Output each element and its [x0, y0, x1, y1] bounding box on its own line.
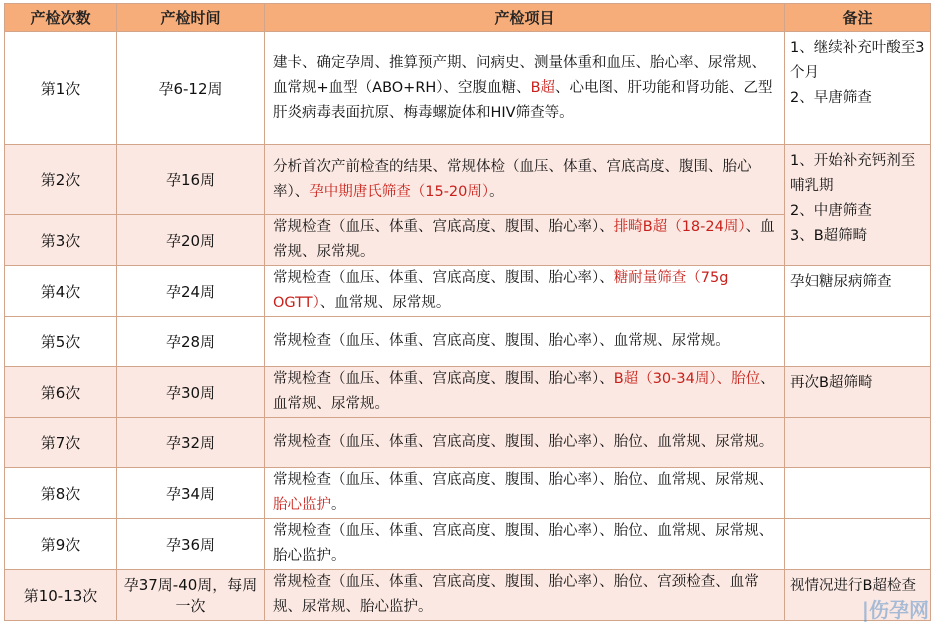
checkup-count-cell: 第10-13次 [5, 570, 117, 621]
checkup-count-cell: 第2次 [5, 145, 117, 215]
item-text: 常规检查（血压、体重、宫底高度、腹围、胎心率）、胎位、血常规、尿常规、 [273, 472, 774, 488]
checkup-time-cell: 孕28周 [117, 317, 265, 367]
checkup-count-cell: 第4次 [5, 266, 117, 317]
checkup-time-cell: 孕34周 [117, 468, 265, 519]
checkup-time-cell: 孕16周 [117, 145, 265, 215]
note-cell: 孕妇糖尿病筛查 [785, 266, 931, 317]
note-cell-merged: 1、开始补充钙剂至哺乳期 2、中唐筛查 3、B超筛畸 [785, 145, 931, 266]
table-row [5, 418, 931, 468]
checkup-items-cell [265, 468, 785, 519]
checkup-count-cell: 第5次 [5, 317, 117, 367]
header-notes: 备注 [785, 4, 931, 32]
checkup-items-cell [265, 145, 785, 215]
table-row [5, 367, 931, 418]
highlighted-item-text: 糖耐量筛查（75g OGTT） [273, 270, 729, 311]
item-text: 分析首次产前检查的结果、常规体检（血压、体重、宫底高度、腹围、胎心率）、 [273, 158, 752, 200]
highlighted-item-text: 胎心监护 [273, 497, 331, 513]
highlighted-item-text: 排畸B超（18-24周） [613, 219, 746, 235]
checkup-items-cell [265, 367, 785, 418]
note-cell [785, 317, 931, 367]
header-items: 产检项目 [265, 4, 785, 32]
table-row [5, 468, 931, 519]
note-cell [785, 519, 931, 570]
table-row [5, 145, 931, 215]
checkup-items-cell [265, 266, 785, 317]
checkup-items-cell [265, 418, 785, 468]
item-text: 、血常规、尿常规。 [273, 219, 775, 260]
item-text: 建卡、确定孕周、推算预产期、问病史、测量体重和血压、胎心率、尿常规、血常规+血型（ABO+RH）、空腹血糖、 [273, 54, 766, 96]
checkup-items-cell [265, 215, 785, 266]
header-time: 产检时间 [117, 4, 265, 32]
checkup-time-cell: 孕6-12周 [117, 32, 265, 145]
table-row [5, 570, 931, 621]
item-text: 常规检查（血压、体重、宫底高度、腹围、胎心率）、 [273, 219, 614, 235]
checkup-items-cell [265, 519, 785, 570]
checkup-count-cell: 第3次 [5, 215, 117, 266]
checkup-time-cell: 孕36周 [117, 519, 265, 570]
table-body [5, 32, 931, 621]
highlighted-item-text: B超 [530, 79, 556, 96]
item-text: 常规检查（血压、体重、宫底高度、腹围、胎心率）、血常规、尿常规。 [273, 333, 730, 349]
note-cell [785, 418, 931, 468]
checkup-time-cell: 孕24周 [117, 266, 265, 317]
highlighted-item-text: B超（30-34周）、胎位 [613, 371, 761, 387]
item-text: 常规检查（血压、体重、宫底高度、腹围、胎心率）、 [273, 371, 614, 387]
note-cell [785, 468, 931, 519]
checkup-items-cell [265, 317, 785, 367]
checkup-count-cell: 第1次 [5, 32, 117, 145]
checkup-count-cell: 第9次 [5, 519, 117, 570]
item-text: 、心电图、肝功能和肾功能、乙型肝炎病毒表面抗原、梅毒螺旋体和HIV筛查等。 [273, 79, 773, 121]
table-header-row [5, 4, 931, 32]
item-text: 。 [331, 497, 346, 513]
checkup-count-cell: 第8次 [5, 468, 117, 519]
table-row [5, 317, 931, 367]
checkup-count-cell: 第6次 [5, 367, 117, 418]
prenatal-checkup-table [4, 3, 931, 621]
item-text: 常规检查（血压、体重、宫底高度、腹围、胎心率）、胎位、宫颈检查、血常规、尿常规、胎心监护。 [273, 574, 759, 615]
item-text: 、血常规、尿常规。 [319, 295, 451, 311]
header-count: 产检次数 [5, 4, 117, 32]
item-text: 常规检查（血压、体重、宫底高度、腹围、胎心率）、胎位、血常规、尿常规。 [273, 434, 774, 450]
note-cell: 再次B超筛畸 [785, 367, 931, 418]
note-cell: 1、继续补充叶酸至3个月 2、早唐筛查 [785, 32, 931, 145]
checkup-time-cell: 孕37周-40周，每周一次 [117, 570, 265, 621]
table-row [5, 32, 931, 145]
table-row [5, 519, 931, 570]
checkup-items-cell [265, 570, 785, 621]
highlighted-item-text: 孕中期唐氏筛查（15-20周） [309, 183, 490, 200]
note-cell: 视情况进行B超检查 [785, 570, 931, 621]
item-text: 。 [489, 183, 504, 200]
checkup-items-cell [265, 32, 785, 145]
item-text: 常规检查（血压、体重、宫底高度、腹围、胎心率）、胎位、血常规、尿常规、胎心监护。 [273, 523, 774, 564]
item-text: 、血常规、尿常规。 [273, 371, 775, 412]
table-row [5, 266, 931, 317]
checkup-time-cell: 孕30周 [117, 367, 265, 418]
item-text: 常规检查（血压、体重、宫底高度、腹围、胎心率）、 [273, 270, 614, 286]
checkup-count-cell: 第7次 [5, 418, 117, 468]
checkup-time-cell: 孕32周 [117, 418, 265, 468]
checkup-time-cell: 孕20周 [117, 215, 265, 266]
watermark-logo: |伤孕网 [861, 598, 929, 622]
